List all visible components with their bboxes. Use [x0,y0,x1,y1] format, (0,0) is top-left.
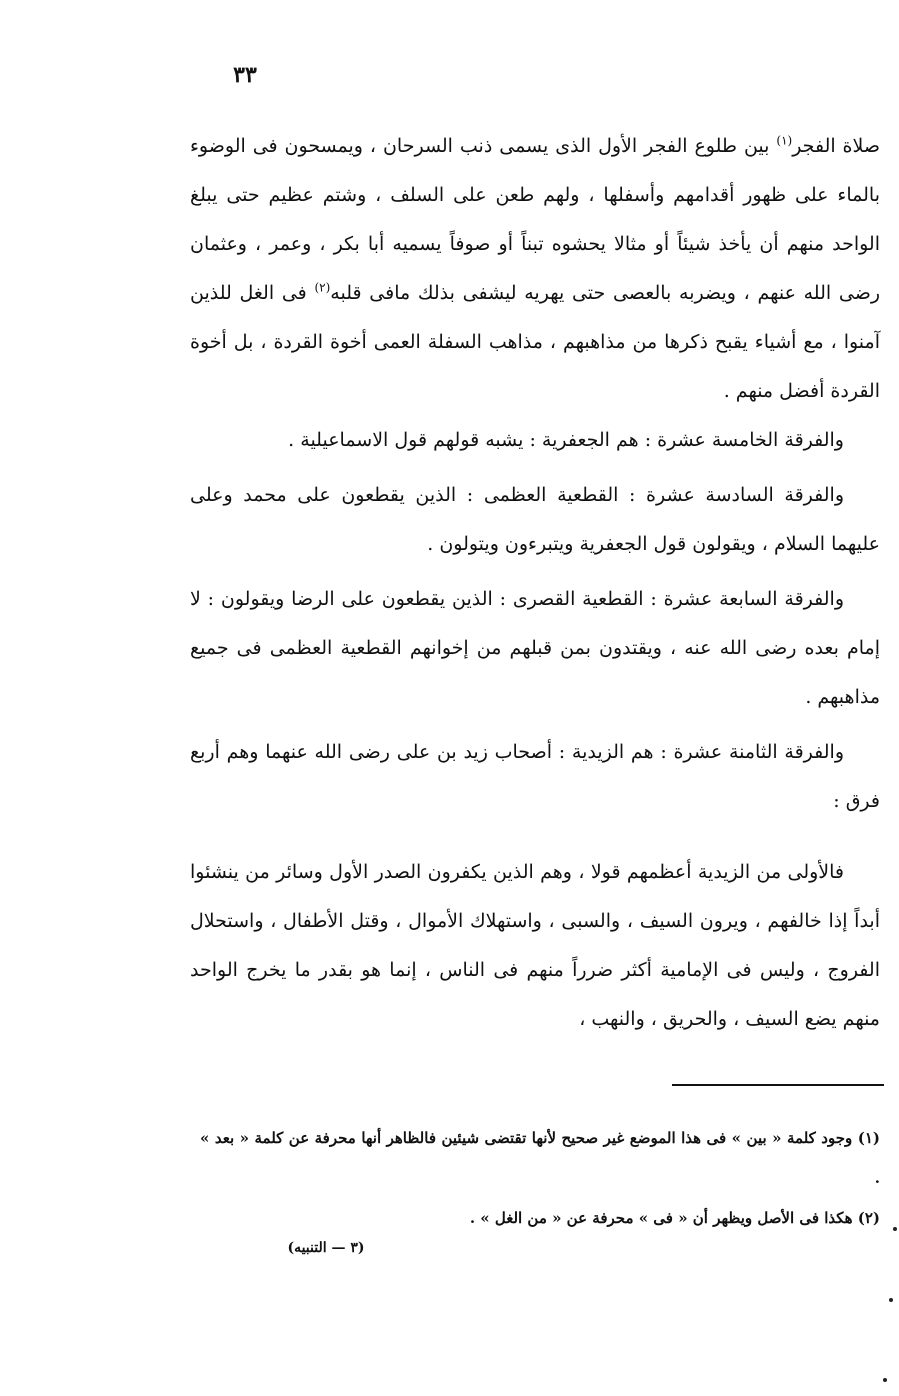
footnote-2: (٢) هكذا فى الأصل ويظهر أن « فى » محرفة عن « من الغل » . [469,1209,880,1227]
footnotes [200,1118,880,1238]
scan-speck [883,1378,887,1382]
page-number: ٣٣ [233,62,257,88]
main-text [190,122,880,1044]
paragraph-2: والفرقة الخامسة عشرة : هم الجعفرية : يشبه قولهم قول الاسماعيلية . [288,429,844,451]
paragraph-1-start: صلاة الفجر [792,135,880,157]
paragraph-6: فالأولى من الزيدية أعظمهم قولا ، وهم الذين يكفرون الصدر الأول وسائر من ينشئوا أبداً إذا خالفهم ، ويرون السيف ، والسبى ، واستهلاك الأموال ، وقتل الأطفال ، واستحلال الفروج ، وليس فى الإمامية أكثر ضرراً منهم فى الناس ، إنما هو بقدر ما يخرج الواحد منهم يضع السيف ، والحريق ، والنهب ، [190,861,880,1030]
footnote-ref-1[interactable]: (١) [776,133,793,148]
scan-speck [889,1298,893,1302]
footnote-divider [672,1084,884,1086]
scan-speck [893,1227,897,1231]
paragraph-5: والفرقة الثامنة عشرة : هم الزيدية : أصحاب زيد بن على رضى الله عنهما وهم أربع فرق : [190,741,880,812]
paragraph-1-end: فى الغل للذين آمنوا ، مع أشياء يقبح ذكرها من مذاهبهم ، مذاهب السفلة العمى أخوة القردة ، بل أخوة القردة أفضل منهم . [190,282,880,402]
footnote-ref-2[interactable]: (٢) [314,280,331,295]
paragraph-3: والفرقة السادسة عشرة : القطعية العظمى : الذين يقطعون على محمد وعلى عليهما السلام ، ويقولون قول الجعفرية ويتبرءون ويتولون . [190,484,880,555]
paragraph-1 [190,122,880,416]
signature-mark: (٣ — التنبيه) [287,1240,365,1256]
paragraph-4: والفرقة السابعة عشرة : القطعية القصرى : الذين يقطعون على الرضا ويقولون : لا إمام بعده رضى الله عنه ، ويقتدون بمن قبلهم من إخوانهم القطعية العظمى فى جميع مذاهبهم . [190,588,880,708]
footnote-1: (١) وجود كلمة « بين » فى هذا الموضع غير صحيح لأنها تقتضى شيئين فالظاهر أنها محرفة عن كلمة « بعد » . [200,1129,880,1187]
paragraph-1-middle: بين طلوع الفجر الأول الذى يسمى ذنب السرحان ، ويمسحون فى الوضوء بالماء على ظهور أقدامهم وأسفلها ، ولهم طعن على السلف ، وشتم عظيم حتى يبلغ الواحد منهم أن يأخذ شيئاً أو مثالا يحشوه تبناً أو صوفاً يسميه أبا بكر ، وعمر ، وعثمان رضى الله عنهم ، ويضربه بالعصى حتى يهريه ليشفى بذلك مافى قلبه [190,135,881,304]
